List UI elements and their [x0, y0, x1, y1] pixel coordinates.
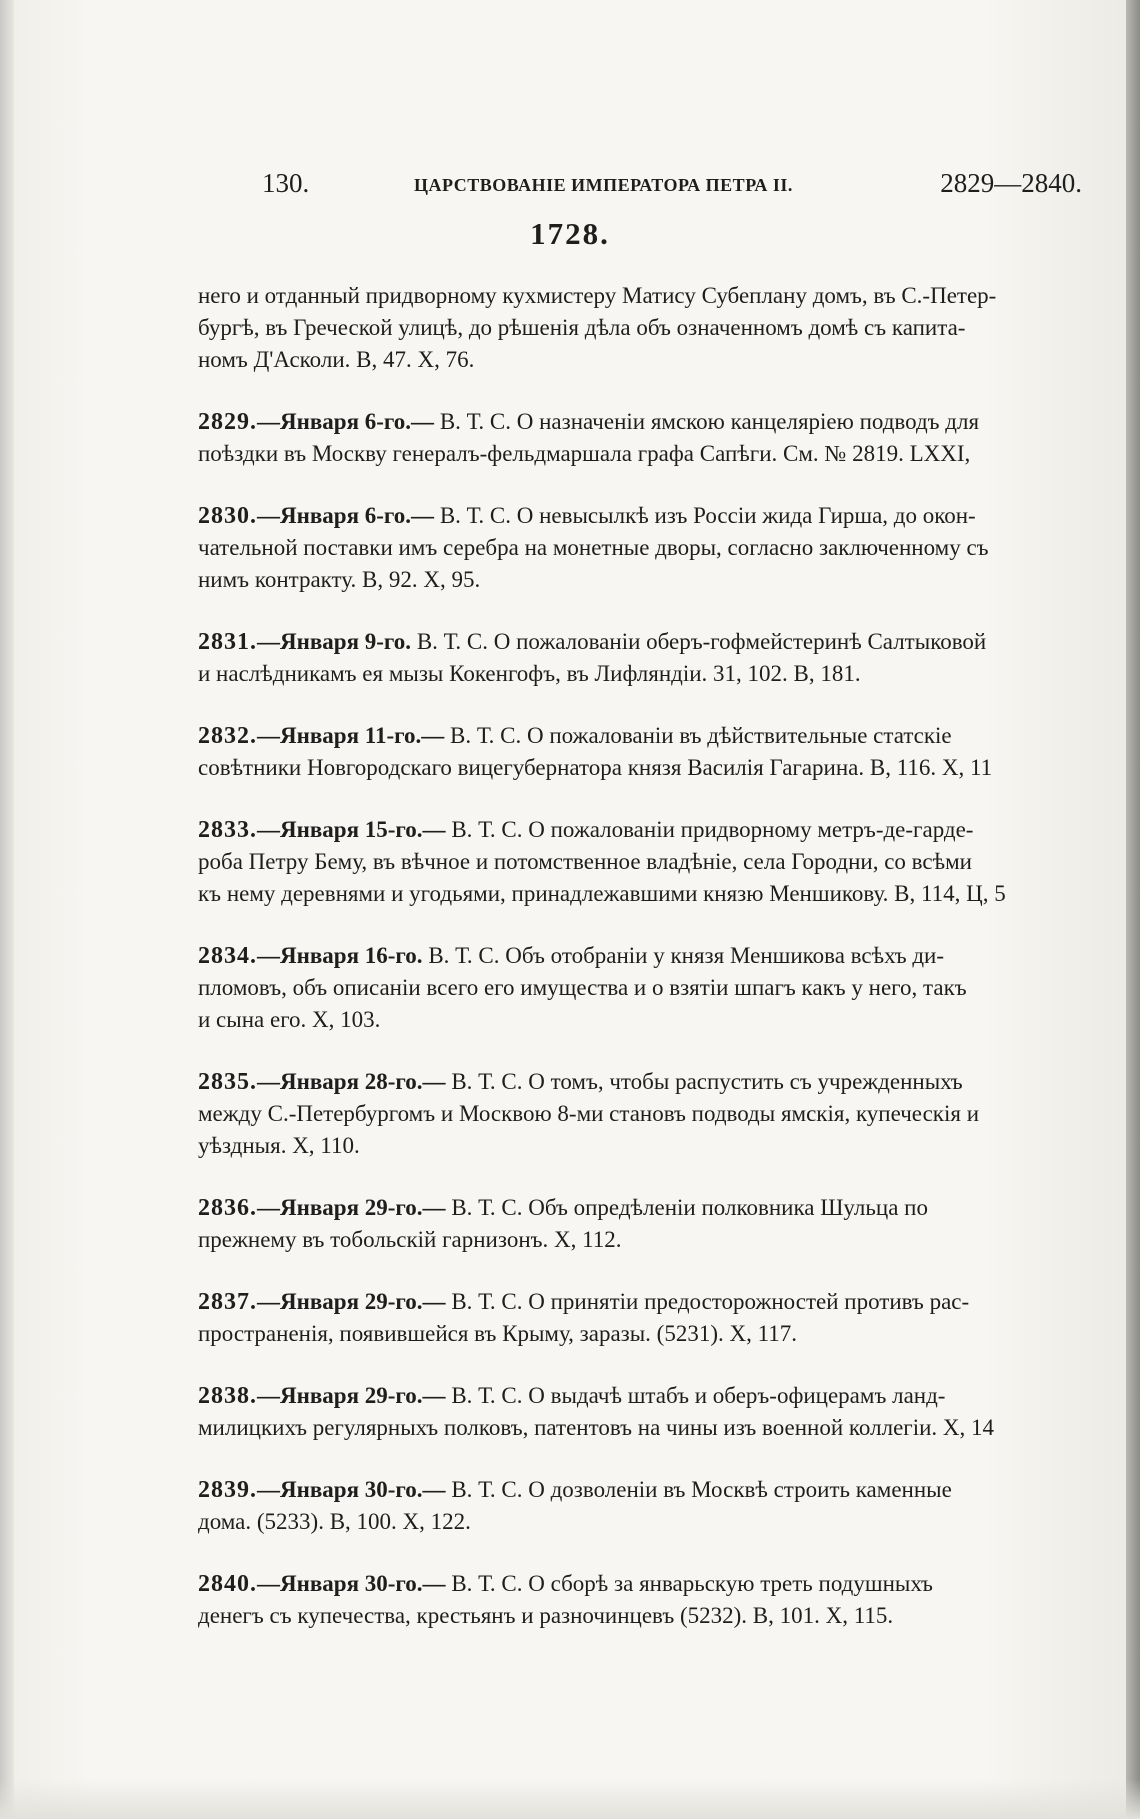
entry-date: —Января 6-го.— — [257, 409, 435, 434]
entry-date: —Января 29-го.— — [257, 1195, 446, 1220]
entry-first-line — [198, 814, 1122, 846]
entry-line: В. Т. С. О пожалованіи придворному метръ-де-гарде- — [451, 817, 974, 842]
entry-number: 2836. — [198, 1195, 257, 1221]
entry-number: 2837. — [198, 1289, 257, 1315]
continuation-line: него и отданный придворному кухмистеру Матису Субеплану домъ, въ С.-Петер- — [198, 283, 997, 308]
entry-first-line — [198, 1568, 1122, 1600]
entry-2833 — [198, 814, 1122, 910]
entry-line: прежнему въ тобольскій гарнизонъ. Х, 112. — [198, 1227, 622, 1252]
entry-line: В. Т. С. О томъ, чтобы распустить съ учрежденныхъ — [451, 1069, 963, 1094]
entry-line: В. Т. С. О принятіи предосторожностей противъ рас- — [451, 1289, 970, 1314]
entry-line: поѣздки въ Москву генералъ-фельдмаршала графа Сапѣги. См. № 2819. LXXI, — [198, 441, 971, 466]
entry-date: —Января 9-го. — [257, 629, 412, 654]
entry-line: В. Т. С. О назначеніи ямскою канцеляріею подводъ для — [439, 409, 980, 434]
entry-date: —Января 29-го.— — [257, 1383, 446, 1408]
entry-number: 2829. — [198, 409, 257, 435]
entry-first-line — [198, 1066, 1122, 1098]
entry-line: денегъ съ купечества, крестьянъ и разночинцевъ (5232). В, 101. Х, 115. — [198, 1603, 894, 1628]
entry-line: милицкихъ регулярныхъ полковъ, патентовъ на чины изъ военной коллегіи. Х, 14 — [198, 1415, 995, 1440]
continuation-text — [198, 280, 1122, 376]
entry-line: и сына его. Х, 103. — [198, 1007, 381, 1032]
entry-date: —Января 30-го.— — [257, 1477, 446, 1502]
entry-line: В. Т. С. О выдачѣ штабъ и оберъ-офицерамъ ланд- — [451, 1383, 946, 1408]
entry-2832 — [198, 720, 1122, 784]
page-number: 130. — [262, 168, 310, 198]
entry-first-line — [198, 406, 1122, 438]
page-header — [262, 168, 1082, 208]
entry-first-line — [198, 1380, 1122, 1412]
entry-line: уѣздныя. Х, 110. — [198, 1133, 360, 1158]
entry-number: 2838. — [198, 1383, 257, 1409]
entry-line: В. Т. С. О пожалованіи оберъ-гофмейстеринѣ Салтыковой — [416, 629, 987, 654]
entry-2840 — [198, 1568, 1122, 1632]
entry-date: —Января 16-го. — [257, 943, 423, 968]
left-page-edge — [0, 0, 14, 1819]
entry-line: пломовъ, объ описаніи всего его имущества и о взятіи шпагъ какъ у него, такъ — [198, 975, 967, 1000]
entry-line: и наслѣдникамъ ея мызы Кокенгофъ, въ Лифляндіи. 31, 102. В, 181. — [198, 661, 861, 686]
entry-line: В. Т. С. Объ отобраніи у князя Меншикова всѣхъ ди- — [428, 943, 945, 968]
entry-line: нимъ контракту. В, 92. Х, 95. — [198, 567, 481, 592]
entry-2834 — [198, 940, 1122, 1036]
entry-2835 — [198, 1066, 1122, 1162]
entry-line: дома. (5233). В, 100. Х, 122. — [198, 1509, 471, 1534]
entry-date: —Января 28-го.— — [257, 1069, 446, 1094]
entry-2829 — [198, 406, 1122, 470]
entry-line: совѣтники Новгородскаго вицегубернатора князя Василія Гагарина. В, 116. Х, 11 — [198, 755, 993, 780]
entry-2839 — [198, 1474, 1122, 1538]
entry-first-line — [198, 1474, 1122, 1506]
entry-2837 — [198, 1286, 1122, 1350]
entry-first-line — [198, 500, 1122, 532]
entry-date: —Января 6-го.— — [257, 503, 435, 528]
entry-line: роба Петру Бему, въ вѣчное и потомственное владѣніе, села Городни, со всѣми — [198, 849, 972, 874]
entry-date: —Января 11-го.— — [257, 723, 445, 748]
entry-number: 2832. — [198, 723, 257, 749]
entry-number: 2831. — [198, 629, 257, 655]
entry-first-line — [198, 1286, 1122, 1318]
entry-date: —Января 15-го.— — [257, 817, 446, 842]
entry-number: 2835. — [198, 1069, 257, 1095]
entry-number: 2840. — [198, 1571, 257, 1597]
page-body — [198, 280, 1122, 1632]
entry-first-line — [198, 626, 1122, 658]
running-title: ЦАРСТВОВАНІЕ ИМПЕРАТОРА ПЕТРА II. — [414, 175, 793, 195]
entry-line: В. Т. С. О дозволеніи въ Москвѣ строить каменные — [451, 1477, 952, 1502]
entry-2831 — [198, 626, 1122, 690]
entry-line: чательной поставки имъ серебра на монетные дворы, согласно заключенному съ — [198, 535, 989, 560]
entry-line: къ нему деревнями и угодьями, принадлежавшими князю Меншикову. В, 114, Ц, 5 — [198, 881, 1006, 906]
entry-first-line — [198, 1192, 1122, 1224]
year-heading: 1728. — [530, 216, 610, 251]
entry-date: —Января 30-го.— — [257, 1571, 446, 1596]
entry-2838 — [198, 1380, 1122, 1444]
entry-line: между С.-Петербургомъ и Москвою 8-ми становъ подводы ямскія, купеческія и — [198, 1101, 980, 1126]
bottom-page-shadow — [0, 1779, 1140, 1819]
entry-range: 2829—2840. — [940, 168, 1082, 198]
entry-number: 2830. — [198, 503, 257, 529]
entry-2836 — [198, 1192, 1122, 1256]
continuation-line: номъ Д'Асколи. В, 47. Х, 76. — [198, 347, 475, 372]
entry-number: 2833. — [198, 817, 257, 843]
entry-line: В. Т. С. О сборѣ за январьскую треть подушныхъ — [451, 1571, 933, 1596]
entry-line: пространенія, появившейся въ Крыму, заразы. (5231). Х, 117. — [198, 1321, 798, 1346]
entry-number: 2834. — [198, 943, 257, 969]
entry-2830 — [198, 500, 1122, 596]
entry-number: 2839. — [198, 1477, 257, 1503]
entry-date: —Января 29-го.— — [257, 1289, 446, 1314]
right-page-edge — [1126, 0, 1140, 1819]
continuation-line: бургѣ, въ Греческой улицѣ, до рѣшенія дѣла объ означенномъ домѣ съ капита- — [198, 315, 966, 340]
entry-first-line — [198, 940, 1122, 972]
entry-first-line — [198, 720, 1122, 752]
entry-line: В. Т. С. О невысылкѣ изъ Россіи жида Гирша, до окон- — [439, 503, 976, 528]
entry-line: В. Т. С. О пожалованіи въ дѣйствительные статскіе — [450, 723, 952, 748]
entry-line: В. Т. С. Объ опредѣленіи полковника Шульца по — [451, 1195, 928, 1220]
